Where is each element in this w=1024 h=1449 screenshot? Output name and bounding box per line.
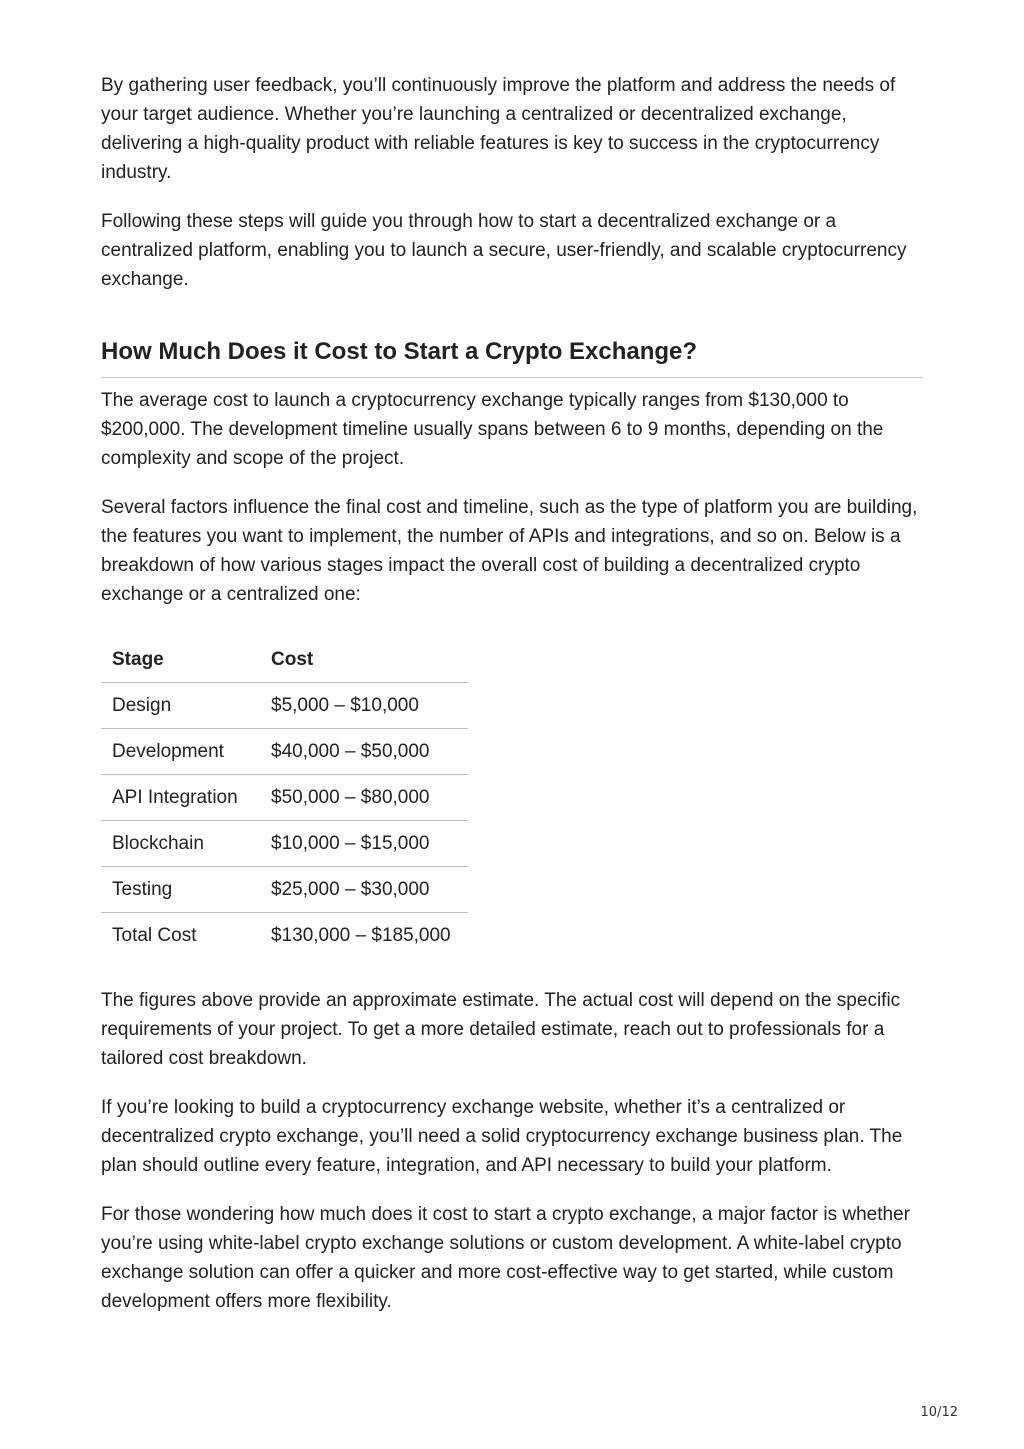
stage-cell: API Integration — [112, 786, 238, 808]
cost-cell: $5,000 – $10,000 — [271, 694, 419, 716]
table-row — [101, 729, 468, 775]
paragraph-average-cost: The average cost to launch a cryptocurrency exchange typically ranges from $130,000 to $200,000. The development timeline usually spans between 6 to 9 months, depending on the complexity and scope of the project. — [101, 390, 884, 469]
cost-cell: $25,000 – $30,000 — [271, 878, 430, 900]
stage-cell: Blockchain — [112, 832, 204, 854]
table-row — [101, 821, 468, 867]
stage-cell: Total Cost — [112, 924, 197, 946]
column-header-cost: Cost — [271, 648, 314, 670]
paragraph-user-feedback: By gathering user feedback, you’ll continuously improve the platform and address the needs of your target audience. Whether you’re launching a centralized or decentralized exchange, delivering a high-quality product with reliable features is key to success in the cryptocurrency industry. — [101, 75, 896, 183]
cost-cell: $40,000 – $50,000 — [271, 740, 430, 762]
table-row — [101, 867, 468, 913]
column-header-stage: Stage — [112, 648, 164, 670]
cost-cell: $50,000 – $80,000 — [271, 786, 430, 808]
paragraph-cost-factors: Several factors influence the final cost and timeline, such as the type of platform you are building, the features you want to implement, the number of APIs and integrations, and so on. Below is a breakdown of how various stages impact the overall cost of building a decentralized crypto exchange or a centralized one: — [101, 497, 918, 605]
table-header-row — [101, 637, 468, 683]
paragraph-estimate-note: The figures above provide an approximate estimate. The actual cost will depend on the specific requirements of your project. To get a more detailed estimate, reach out to professionals for a tailored cost breakdown. — [101, 990, 901, 1069]
stage-cell: Testing — [112, 878, 173, 900]
cost-cell: $130,000 – $185,000 — [271, 924, 451, 946]
paragraph-white-label: For those wondering how much does it cost to start a crypto exchange, a major factor is whether you’re using white-label crypto exchange solutions or custom development. A white-label crypto exchange solution can offer a quicker and more cost-effective way to get started, while custom development offers more flexibility. — [101, 1204, 910, 1312]
paragraph-following-steps: Following these steps will guide you through how to start a decentralized exchange or a centralized platform, enabling you to launch a secure, user-friendly, and scalable cryptocurrency exchange. — [101, 211, 907, 290]
table-row — [101, 683, 468, 729]
cost-cell: $10,000 – $15,000 — [271, 832, 430, 854]
cost-breakdown-table — [101, 637, 468, 958]
table-row-total — [101, 913, 468, 959]
document-body — [101, 71, 923, 1336]
stage-cell: Design — [112, 694, 172, 716]
stage-cell: Development — [112, 740, 224, 762]
section-heading: How Much Does it Cost to Start a Crypto Exchange? — [101, 336, 923, 378]
page-number: 10/12 — [920, 1405, 958, 1420]
paragraph-business-plan: If you’re looking to build a cryptocurrency exchange website, whether it’s a centralized or decentralized crypto exchange, you’ll need a solid cryptocurrency exchange business plan. The plan should outline every feature, integration, and API necessary to build your platform. — [101, 1097, 903, 1176]
table-row — [101, 775, 468, 821]
